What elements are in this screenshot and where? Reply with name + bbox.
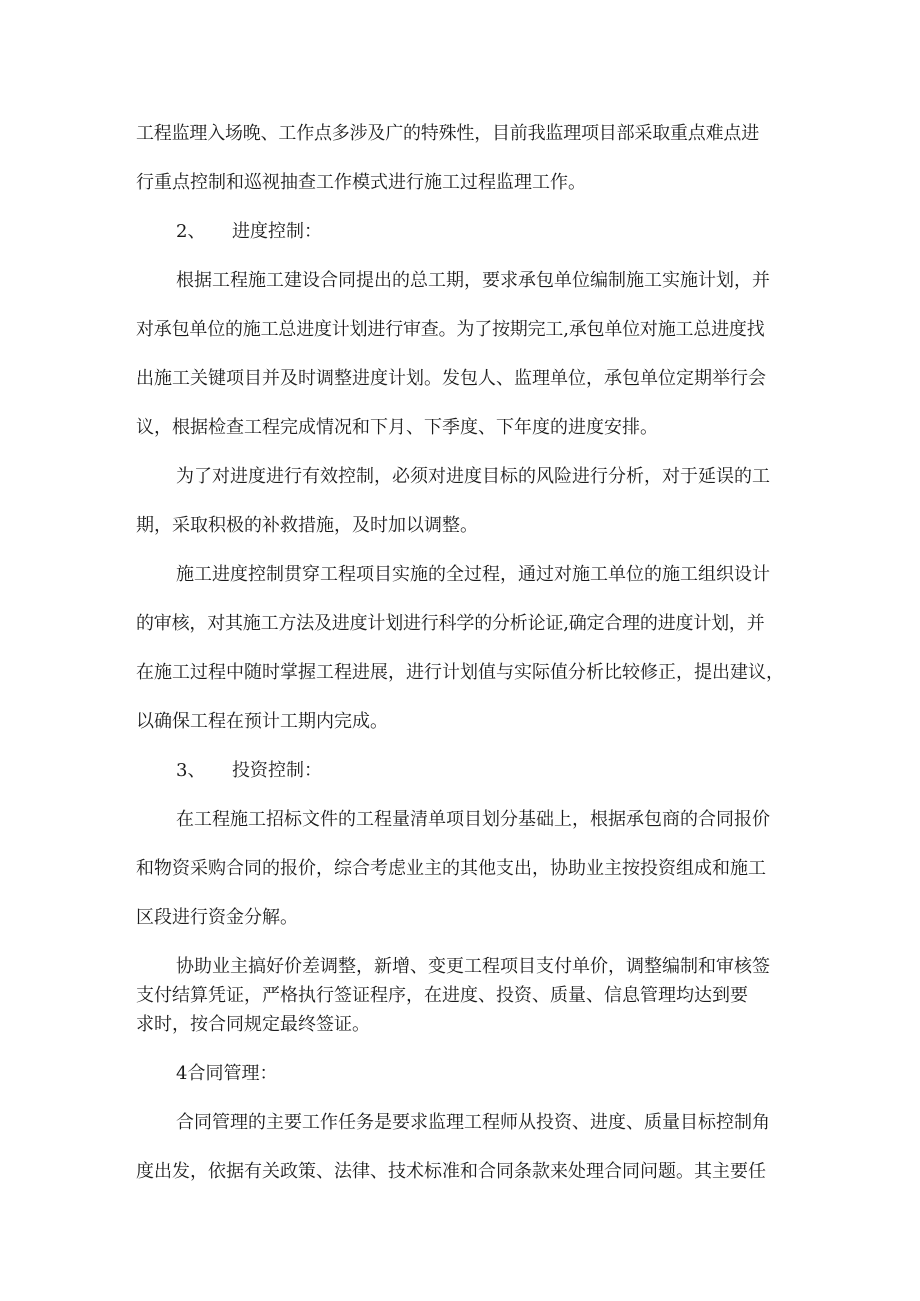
paragraph-line: 施工进度控制贯穿工程项目实施的全过程，通过对施工单位的施工组织设计 [176,564,770,585]
paragraph-line: 和物资采购合同的报价，综合考虑业主的其他支出，协助业主按投资组成和施工 [136,858,766,879]
paragraph-line: 根据工程施工建设合同提出的总工期，要求承包单位编制施工实施计划，并 [176,270,770,291]
paragraph-line: 议，根据检查工程完成情况和下月、下季度、下年度的进度安排。 [136,417,658,438]
section-heading: 4合同管理： [176,1063,278,1084]
paragraph-line: 协助业主搞好价差调整，新增、变更工程项目支付单价，调整编制和审核签 [176,956,770,977]
paragraph-line: 工程监理入场晚、工作点多涉及广的特殊性，目前我监理项目部采取重点难点进 [136,123,759,144]
paragraph-line: 求时，按合同规定最终签证。 [136,1014,370,1035]
section-heading: 投资控制： [232,760,322,781]
paragraph-line: 合同管理的主要工作任务是要求监理工程师从投资、进度、质量目标控制角 [176,1112,770,1133]
paragraph-line: 在工程施工招标文件的工程量清单项目划分基础上，根据承包商的合同报价 [176,809,770,830]
paragraph-line: 以确保工程在预计工期内完成。 [136,711,388,732]
paragraph-line: 为了对进度进行有效控制，必须对进度目标的风险进行分析，对于延误的工 [176,466,770,487]
paragraph-line: 支付结算凭证，严格执行签证程序，在进度、投资、质量、信息管理均达到要 [136,985,748,1006]
paragraph-line: 度出发，依据有关政策、法律、技术标准和合同条款来处理合同问题。其主要任 [136,1161,766,1182]
paragraph-line: 区段进行资金分解。 [136,907,298,928]
paragraph-line: 期，采取积极的补救措施，及时加以调整。 [136,515,478,536]
paragraph-line: 的审核，对其施工方法及进度计划进行科学的分析论证,确定合理的进度计划，并 [136,613,765,634]
paragraph-line: 行重点控制和巡视抽查工作模式进行施工过程监理工作。 [136,172,586,193]
paragraph-line: 出施工关键项目并及时调整进度计划。发包人、监理单位，承包单位定期举行会 [136,368,766,389]
section-number: 2、 [176,221,206,242]
paragraph-line: 在施工过程中随时掌握工程进展，进行计划值与实际值分析比较修正，提出建议， [136,662,784,683]
section-heading: 进度控制： [232,221,322,242]
section-number: 3、 [176,760,206,781]
paragraph-line: 对承包单位的施工总进度计划进行审查。为了按期完工,承包单位对施工总进度找 [136,319,765,340]
